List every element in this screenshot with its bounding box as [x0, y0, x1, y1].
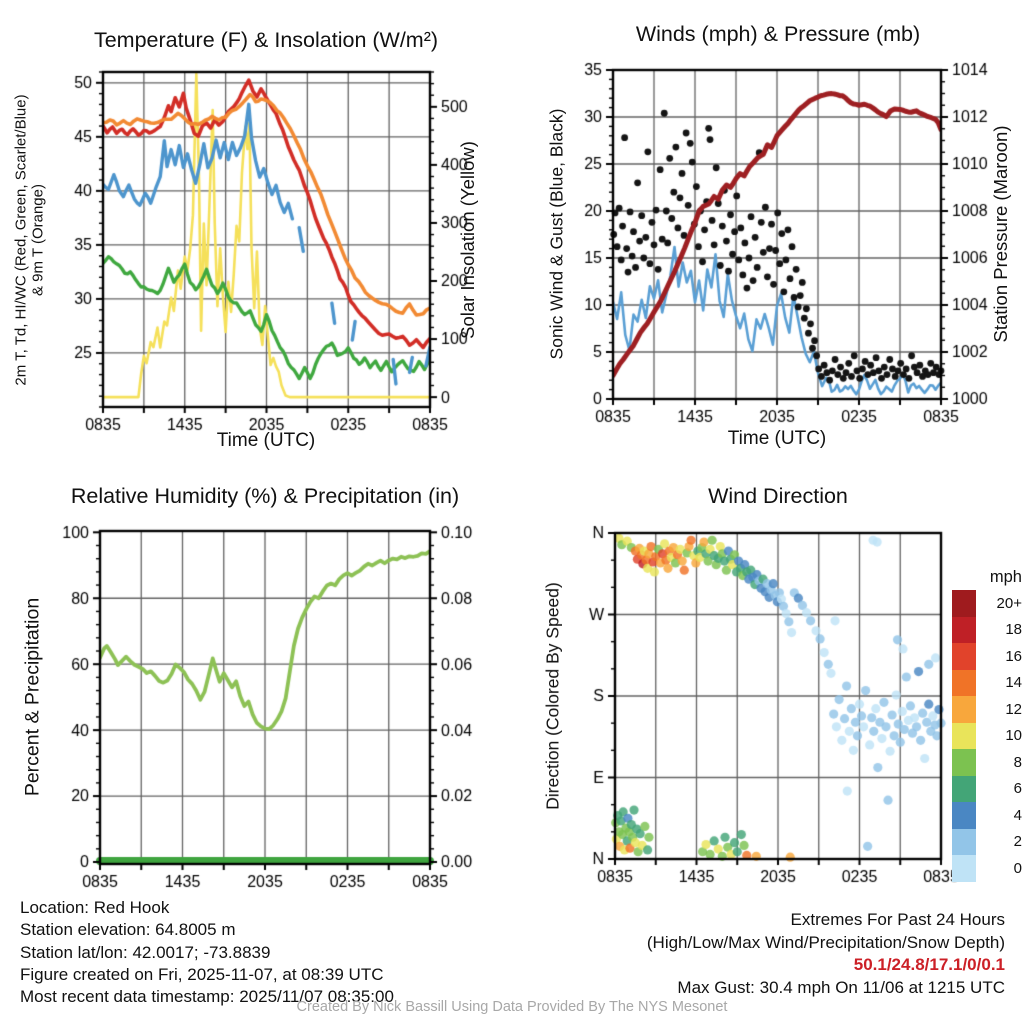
temperature-chart-title: Temperature (F) & Insolation (W/m²)	[93, 28, 439, 52]
colorbar-swatch	[952, 670, 976, 697]
colorbar-bin	[952, 723, 1024, 750]
station-info	[20, 897, 394, 1008]
extremes-values: 50.1/24.8/17.1/0/0.1	[853, 955, 1005, 974]
winds-pressure-chart	[512, 0, 1024, 465]
speed-colorbar	[952, 568, 1024, 882]
station-elevation: Station elevation: 64.8005 m	[20, 920, 236, 940]
colorbar-bin-label: 12	[1005, 700, 1022, 718]
temperature-insolation-chart	[0, 0, 512, 465]
station-location: Location: Red Hook	[20, 898, 170, 917]
colorbar-bin	[952, 590, 1024, 617]
colorbar-swatch	[952, 590, 976, 617]
colorbar-bin	[952, 802, 1024, 829]
colorbar-title: mph	[989, 568, 1022, 586]
colorbar-bin-label: 18	[1005, 621, 1022, 639]
temperature-left-axis-label	[14, 94, 47, 385]
insolation-right-axis-label: Solar Insolation (Yellow)	[457, 141, 478, 339]
humidity-left-axis-label: Percent & Precipitation	[21, 597, 44, 797]
wind-direction-chart	[512, 465, 1024, 910]
colorbar-bin-label: 0	[1013, 859, 1022, 877]
colorbar-bin	[952, 829, 1024, 856]
humidity-chart-title: Relative Humidity (%) & Precipitation (in)	[70, 484, 460, 508]
direction-left-axis-label: Direction (Colored By Speed)	[542, 582, 563, 810]
extremes-title: Extremes For Past 24 Hours	[790, 910, 1005, 929]
wind-left-axis-label: Sonic Wind & Gust (Blue, Black)	[546, 108, 567, 360]
colorbar-bin	[952, 670, 1024, 697]
colorbar-bin-label: 4	[1013, 806, 1022, 824]
pressure-right-axis-label: Station Pressure (Maroon)	[990, 125, 1011, 343]
colorbar-swatch	[952, 723, 976, 750]
colorbar-bin	[952, 776, 1024, 803]
colorbar-bin	[952, 617, 1024, 644]
temperature-left-axis-label-line1: 2m T, Td, HI/WC (Red, Green, Scarlet/Blue)	[12, 94, 30, 386]
figure-created-timestamp: Figure created on Fri, 2025-11-07, at 08:39 UTC	[20, 964, 384, 984]
colorbar-bin-label: 8	[1013, 753, 1022, 771]
station-latlon: Station lat/lon: 42.0017; -73.8839	[20, 942, 271, 962]
colorbar-swatch	[952, 617, 976, 644]
colorbar-swatch	[952, 696, 976, 723]
extremes-subtitle: (High/Low/Max Wind/Precipitation/Snow Depth)	[646, 932, 1005, 952]
colorbar-bin	[952, 643, 1024, 670]
credit-line: Created By Nick Bassill Using Data Provided By The NYS Mesonet	[296, 999, 728, 1015]
colorbar-bin-label: 20+	[996, 594, 1022, 612]
colorbar-bin-label: 16	[1005, 647, 1022, 665]
colorbar-bin-label: 2	[1013, 833, 1022, 851]
winds-chart-title: Winds (mph) & Pressure (mb)	[635, 22, 921, 46]
winds-x-axis-label: Time (UTC)	[727, 428, 827, 449]
temperature-x-axis-label: Time (UTC)	[216, 430, 316, 451]
colorbar-swatch	[952, 643, 976, 670]
extremes-info	[647, 909, 1005, 999]
colorbar-bins	[952, 590, 1024, 882]
colorbar-bin-label: 6	[1013, 780, 1022, 798]
colorbar-swatch	[952, 749, 976, 776]
wind-direction-chart-title: Wind Direction	[708, 484, 848, 508]
humidity-precipitation-chart	[0, 465, 512, 910]
max-gust-line: Max Gust: 30.4 mph On 11/06 at 1215 UTC	[677, 977, 1005, 997]
colorbar-bin-label: 10	[1005, 727, 1022, 745]
colorbar-swatch	[952, 802, 976, 829]
most-recent-data-timestamp: Most recent data timestamp: 2025/11/07 08:35:00	[20, 987, 394, 1007]
colorbar-bin	[952, 855, 1024, 882]
colorbar-bin	[952, 749, 1024, 776]
colorbar-bin	[952, 696, 1024, 723]
temperature-left-axis-label-line2: & 9m T (Orange)	[29, 184, 46, 296]
colorbar-swatch	[952, 776, 976, 803]
colorbar-bin-label: 14	[1005, 674, 1022, 692]
colorbar-swatch	[952, 855, 976, 882]
colorbar-swatch	[952, 829, 976, 856]
